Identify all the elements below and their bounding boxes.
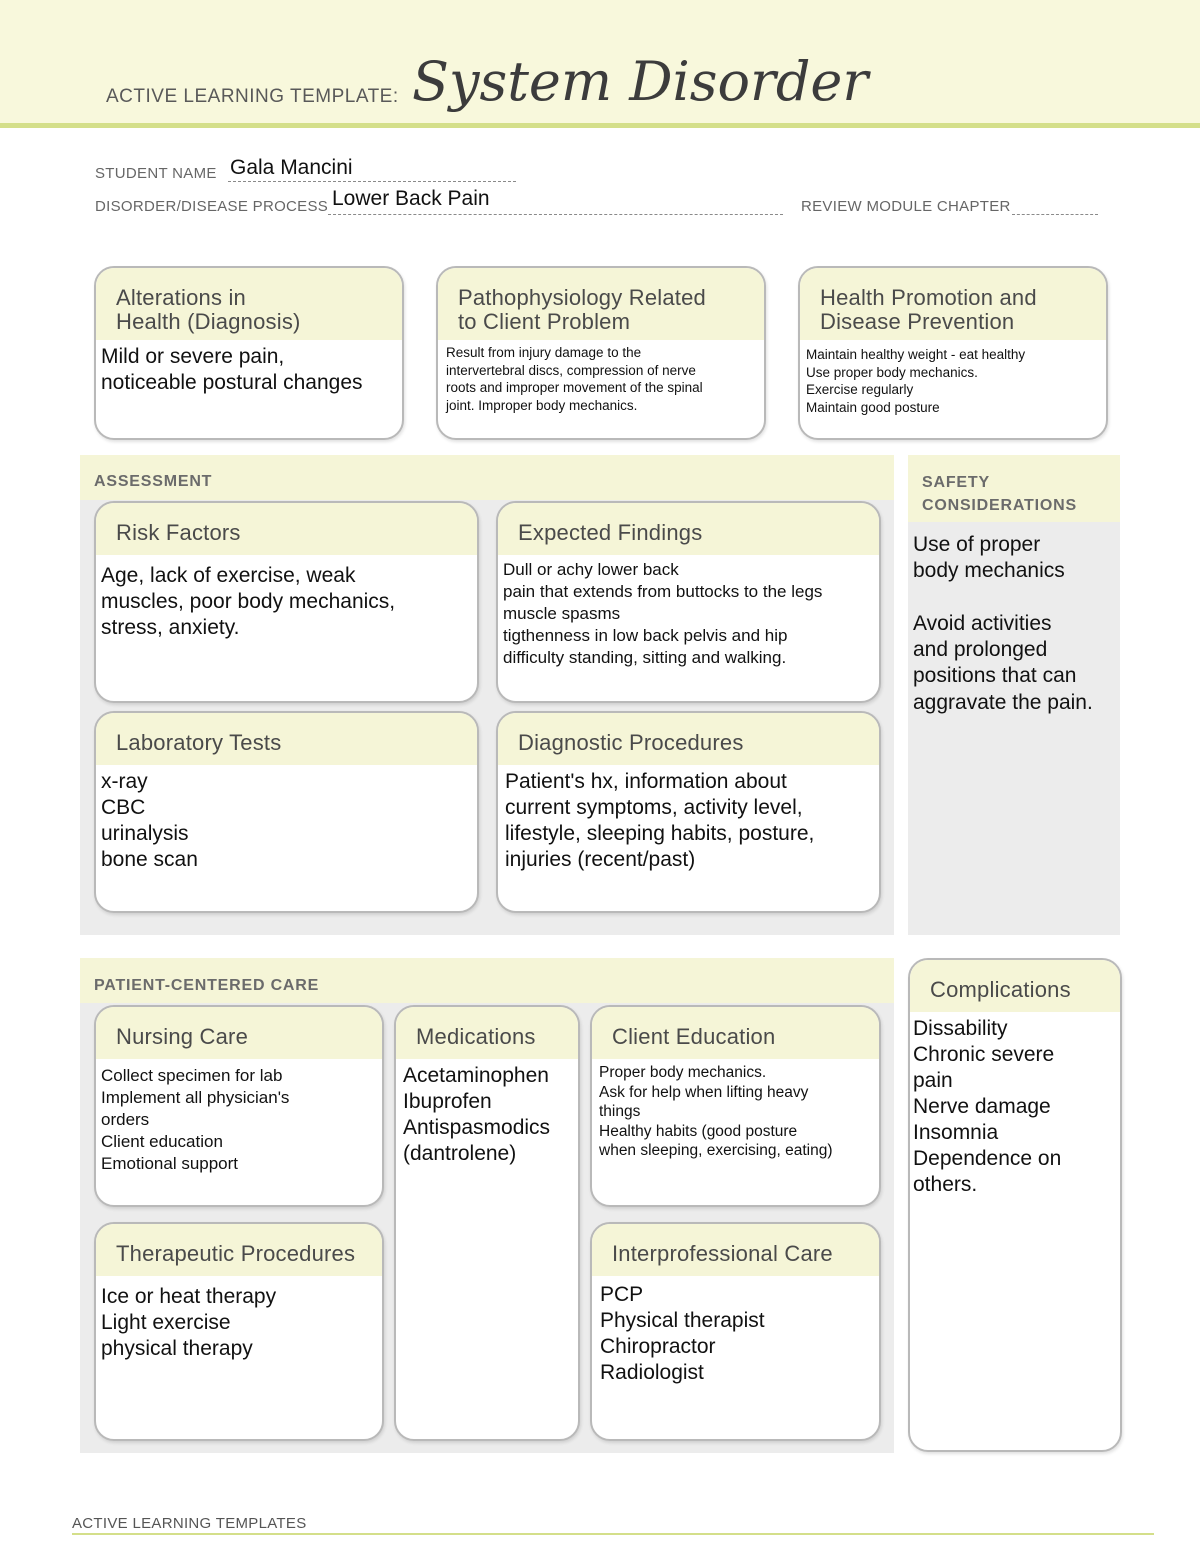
complications-title: Complications [910,960,1120,1012]
alterations-title: Alterations in Health (Diagnosis) [96,268,402,340]
nursing-care-title: Nursing Care [96,1007,382,1059]
pathophysiology-title: Pathophysiology Related to Client Problem [438,268,764,340]
student-name-value[interactable]: Gala Mancini [230,156,353,179]
student-name-label: STUDENT NAME [95,165,217,182]
health-promotion-title: Health Promotion and Disease Prevention [800,268,1106,340]
alterations-body[interactable]: Mild or severe pain, noticeable postural changes [101,345,363,394]
laboratory-tests-body[interactable]: x-ray CBC urinalysis bone scan [101,770,198,871]
expected-findings-title: Expected Findings [498,503,879,555]
footer-label: ACTIVE LEARNING TEMPLATES [72,1515,307,1532]
assessment-heading: ASSESSMENT [80,455,894,500]
therapeutic-procedures-box [94,1222,384,1441]
medications-title: Medications [396,1007,578,1059]
expected-findings-body[interactable]: Dull or achy lower back pain that extends from buttocks to the legs muscle spasms tigthenness in low back pelvis and hip difficulty standing, sitting and walking. [503,560,823,667]
laboratory-tests-title: Laboratory Tests [96,713,477,765]
risk-factors-body[interactable]: Age, lack of exercise, weak muscles, poor body mechanics, stress, anxiety. [101,564,396,639]
medications-box [394,1005,580,1441]
health-promotion-body[interactable]: Maintain healthy weight - eat healthy Use proper body mechanics. Exercise regularly Maintain good posture [806,347,1026,415]
complications-body[interactable]: Dissability Chronic severe pain Nerve damage Insomnia Dependence on others. [913,1017,1062,1196]
health-promotion-box [798,266,1108,440]
therapeutic-procedures-body[interactable]: Ice or heat therapy Light exercise physical therapy [101,1285,277,1360]
interprofessional-care-box [590,1222,881,1441]
patient-care-heading: PATIENT-CENTERED CARE [80,958,894,1003]
expected-findings-box [496,501,881,703]
medications-body[interactable]: Acetaminophen Ibuprofen Antispasmodics (dantrolene) [403,1064,551,1165]
pathophysiology-body[interactable]: Result from injury damage to the intervertebral discs, compression of nerve roots and improper movement of the spinal joint. Improper body mechanics. [446,345,703,413]
risk-factors-title: Risk Factors [96,503,477,555]
diagnostic-procedures-body[interactable]: Patient's hx, information about current symptoms, activity level, lifestyle, sleeping habits, posture, injuries (recent/past) [505,770,815,871]
alterations-box [94,266,404,440]
disorder-label: DISORDER/DISEASE PROCESS [95,198,329,215]
disorder-underline [328,214,783,215]
diagnostic-procedures-title: Diagnostic Procedures [498,713,879,765]
header-divider [0,123,1200,128]
pathophysiology-box [436,266,766,440]
nursing-care-box [94,1005,384,1207]
diagnostic-procedures-box [496,711,881,913]
client-education-title: Client Education [592,1007,879,1059]
student-name-underline [228,181,516,182]
footer-divider [72,1533,1154,1535]
interprofessional-care-title: Interprofessional Care [592,1224,879,1276]
therapeutic-procedures-title: Therapeutic Procedures [96,1224,382,1276]
template-title: System Disorder [412,50,869,113]
nursing-care-body[interactable]: Collect specimen for lab Implement all physician's orders Client education Emotional support [101,1066,290,1173]
disorder-value[interactable]: Lower Back Pain [332,187,490,210]
risk-factors-box [94,501,479,703]
client-education-body[interactable]: Proper body mechanics. Ask for help when lifting heavy things Healthy habits (good posture when sleeping, exercising, eating) [599,1064,833,1159]
client-education-box [590,1005,881,1207]
laboratory-tests-box [94,711,479,913]
template-label: ACTIVE LEARNING TEMPLATE: [106,86,399,107]
review-module-underline[interactable] [1012,214,1098,215]
review-module-label: REVIEW MODULE CHAPTER [801,198,1011,215]
safety-heading: SAFETY CONSIDERATIONS [908,455,1120,522]
safety-body[interactable]: Use of proper body mechanics Avoid activities and prolonged positions that can aggravate the pain. [913,533,1093,714]
complications-box [908,958,1122,1452]
interprofessional-care-body[interactable]: PCP Physical therapist Chiropractor Radiologist [600,1283,765,1384]
